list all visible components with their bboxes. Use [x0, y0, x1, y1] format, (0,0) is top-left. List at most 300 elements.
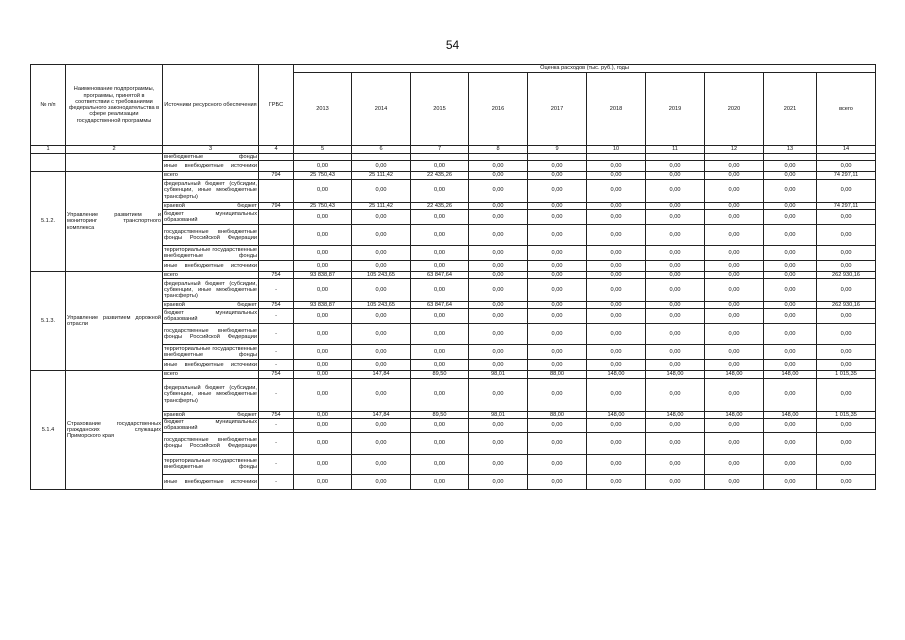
- amount-cell: 0,00: [294, 209, 352, 224]
- grbs-code: -: [259, 279, 294, 302]
- amount-cell: 0,00: [352, 245, 411, 260]
- grbs-code: 754: [259, 271, 294, 278]
- amount-cell: 148,00: [646, 411, 705, 418]
- grbs-code: -: [259, 345, 294, 360]
- funding-source: иные внебюджетные источники: [163, 260, 259, 271]
- amount-cell: 0,00: [646, 454, 705, 474]
- amount-cell: 0,00: [352, 209, 411, 224]
- amount-cell: 0,00: [469, 309, 528, 324]
- column-number: 14: [817, 146, 876, 154]
- amount-cell: 0,00: [646, 345, 705, 360]
- amount-cell: 0,00: [469, 302, 528, 309]
- amount-cell: 148,00: [587, 371, 646, 378]
- amount-cell: 0,00: [294, 309, 352, 324]
- amount-cell: 0,00: [587, 161, 646, 172]
- amount-cell: 0,00: [587, 209, 646, 224]
- grbs-code: [259, 224, 294, 245]
- amount-cell: [411, 154, 469, 161]
- amount-cell: 148,00: [764, 411, 817, 418]
- amount-cell: 1 015,35: [817, 411, 876, 418]
- amount-cell: 0,00: [764, 279, 817, 302]
- amount-cell: 0,00: [817, 245, 876, 260]
- amount-cell: 0,00: [528, 309, 587, 324]
- amount-cell: 0,00: [764, 360, 817, 371]
- page-number: 54: [445, 38, 460, 52]
- grbs-code: -: [259, 309, 294, 324]
- column-number: 12: [705, 146, 764, 154]
- amount-cell: 0,00: [587, 202, 646, 209]
- amount-cell: 0,00: [587, 179, 646, 202]
- amount-cell: 0,00: [294, 432, 352, 454]
- amount-cell: 0,00: [352, 418, 411, 432]
- amount-cell: 0,00: [411, 309, 469, 324]
- amount-cell: 0,00: [646, 172, 705, 179]
- amount-cell: 22 435,26: [411, 172, 469, 179]
- amount-cell: 0,00: [587, 324, 646, 345]
- amount-cell: 25 111,42: [352, 202, 411, 209]
- funding-source: государственные внебюджетные фонды Российской Федерации: [163, 432, 259, 454]
- header-name: Наименование подпрограммы, программы, принятой в соответствии с требованиями федерального законодательства в сфере реализации государственной программы: [66, 65, 163, 146]
- amount-cell: 0,00: [817, 378, 876, 411]
- amount-cell: 89,50: [411, 371, 469, 378]
- amount-cell: 0,00: [411, 209, 469, 224]
- header-year: 2017: [528, 73, 587, 146]
- amount-cell: 0,00: [764, 378, 817, 411]
- amount-cell: 0,00: [469, 279, 528, 302]
- amount-cell: 105 243,65: [352, 271, 411, 278]
- amount-cell: 0,00: [411, 279, 469, 302]
- amount-cell: [528, 154, 587, 161]
- column-number: 2: [66, 146, 163, 154]
- grbs-code: -: [259, 378, 294, 411]
- header-year: 2013: [294, 73, 352, 146]
- funding-source: всего: [163, 371, 259, 378]
- amount-cell: 0,00: [705, 260, 764, 271]
- funding-source: внебюджетные фонды: [164, 154, 257, 160]
- amount-cell: 0,00: [705, 309, 764, 324]
- amount-cell: 0,00: [817, 324, 876, 345]
- amount-cell: 0,00: [352, 179, 411, 202]
- amount-cell: 147,84: [352, 371, 411, 378]
- amount-cell: 0,00: [764, 454, 817, 474]
- amount-cell: 0,00: [705, 345, 764, 360]
- amount-cell: 0,00: [817, 345, 876, 360]
- funding-source: краевой бюджет: [164, 202, 257, 209]
- program-name: Страхование государственных гражданских служащих Приморского края: [66, 371, 163, 490]
- amount-cell: 0,00: [528, 279, 587, 302]
- amount-cell: 25 750,43: [294, 172, 352, 179]
- amount-cell: 0,00: [411, 345, 469, 360]
- amount-cell: 0,00: [587, 360, 646, 371]
- amount-cell: 0,00: [764, 271, 817, 278]
- amount-cell: 262 930,16: [817, 271, 876, 278]
- amount-cell: 88,00: [528, 371, 587, 378]
- amount-cell: 0,00: [411, 474, 469, 489]
- amount-cell: 0,00: [646, 271, 705, 278]
- amount-cell: 0,00: [352, 309, 411, 324]
- amount-cell: 0,00: [764, 302, 817, 309]
- amount-cell: 0,00: [817, 454, 876, 474]
- funding-source: территориальные государственные внебюджетные фонды: [164, 346, 257, 359]
- amount-cell: 0,00: [587, 432, 646, 454]
- header-grbs: ГРБС: [259, 65, 294, 146]
- amount-cell: 0,00: [411, 161, 469, 172]
- table-row: [31, 154, 876, 161]
- amount-cell: 0,00: [587, 345, 646, 360]
- amount-cell: 0,00: [764, 432, 817, 454]
- amount-cell: 0,00: [294, 279, 352, 302]
- amount-cell: 0,00: [294, 360, 352, 371]
- amount-cell: [294, 154, 352, 161]
- column-number: 3: [163, 146, 259, 154]
- amount-cell: 148,00: [764, 371, 817, 378]
- amount-cell: [817, 154, 876, 161]
- grbs-code: 794: [259, 172, 294, 179]
- amount-cell: 0,00: [469, 474, 528, 489]
- amount-cell: 0,00: [817, 474, 876, 489]
- amount-cell: 0,00: [646, 260, 705, 271]
- row-number: 5.1.2.: [31, 172, 66, 272]
- amount-cell: 0,00: [646, 179, 705, 202]
- amount-cell: 0,00: [587, 271, 646, 278]
- amount-cell: 0,00: [705, 454, 764, 474]
- amount-cell: 0,00: [469, 360, 528, 371]
- grbs-code: -: [259, 454, 294, 474]
- amount-cell: 0,00: [352, 324, 411, 345]
- amount-cell: 0,00: [646, 309, 705, 324]
- amount-cell: 0,00: [817, 209, 876, 224]
- grbs-code: -: [259, 418, 294, 432]
- amount-cell: 0,00: [587, 309, 646, 324]
- amount-cell: 0,00: [646, 209, 705, 224]
- column-number: 7: [411, 146, 469, 154]
- grbs-code: -: [259, 474, 294, 489]
- header-year: 2021: [764, 73, 817, 146]
- amount-cell: 0,00: [469, 161, 528, 172]
- amount-cell: 0,00: [411, 432, 469, 454]
- header-year: 2020: [705, 73, 764, 146]
- amount-cell: 0,00: [528, 209, 587, 224]
- amount-cell: 0,00: [294, 454, 352, 474]
- amount-cell: 0,00: [646, 474, 705, 489]
- amount-cell: 0,00: [764, 245, 817, 260]
- funding-source: бюджет муниципальных образований: [164, 419, 257, 432]
- funding-source: государственные внебюджетные фонды Российской Федерации: [163, 324, 259, 345]
- header-year: 2014: [352, 73, 411, 146]
- amount-cell: 0,00: [411, 179, 469, 202]
- grbs-code: 754: [259, 371, 294, 378]
- header-year: 2016: [469, 73, 528, 146]
- amount-cell: 0,00: [528, 224, 587, 245]
- column-number: 1: [31, 146, 66, 154]
- amount-cell: 0,00: [646, 378, 705, 411]
- column-number: 9: [528, 146, 587, 154]
- amount-cell: 0,00: [469, 260, 528, 271]
- amount-cell: 0,00: [294, 474, 352, 489]
- amount-cell: 0,00: [817, 224, 876, 245]
- amount-cell: 0,00: [469, 345, 528, 360]
- amount-cell: 0,00: [646, 360, 705, 371]
- row-number: [31, 154, 66, 172]
- amount-cell: 148,00: [587, 411, 646, 418]
- amount-cell: [764, 154, 817, 161]
- amount-cell: 0,00: [528, 302, 587, 309]
- amount-cell: 148,00: [705, 371, 764, 378]
- amount-cell: 0,00: [411, 454, 469, 474]
- column-number: 8: [469, 146, 528, 154]
- amount-cell: 148,00: [646, 371, 705, 378]
- amount-cell: 22 435,26: [411, 202, 469, 209]
- amount-cell: 105 243,65: [352, 302, 411, 309]
- header-year: 2019: [646, 73, 705, 146]
- funding-source: государственные внебюджетные фонды Российской Федерации: [163, 224, 259, 245]
- row-number: 5.1.3.: [31, 271, 66, 371]
- amount-cell: 0,00: [646, 302, 705, 309]
- header-no: № п/п: [31, 65, 66, 146]
- amount-cell: 0,00: [294, 179, 352, 202]
- amount-cell: 0,00: [294, 345, 352, 360]
- amount-cell: 0,00: [764, 172, 817, 179]
- amount-cell: 0,00: [705, 161, 764, 172]
- amount-cell: 0,00: [294, 245, 352, 260]
- amount-cell: 0,00: [294, 224, 352, 245]
- funding-source: территориальные государственные внебюджетные фонды: [164, 246, 257, 259]
- amount-cell: 0,00: [705, 271, 764, 278]
- amount-cell: 0,00: [352, 279, 411, 302]
- amount-cell: 0,00: [646, 245, 705, 260]
- amount-cell: 0,00: [705, 279, 764, 302]
- amount-cell: 147,84: [352, 411, 411, 418]
- table-row: [31, 371, 876, 378]
- funding-source: федеральный бюджет (субсидии, субвенции, иные межбюджетные трансферты): [163, 378, 259, 411]
- amount-cell: 0,00: [817, 309, 876, 324]
- amount-cell: 0,00: [528, 260, 587, 271]
- amount-cell: 0,00: [528, 324, 587, 345]
- program-name: Управление развитием и мониторинг транспортного комплекса: [66, 172, 163, 272]
- amount-cell: 0,00: [352, 345, 411, 360]
- header-source: Источники ресурсного обеспечения: [163, 65, 259, 146]
- amount-cell: 0,00: [411, 360, 469, 371]
- amount-cell: 0,00: [528, 161, 587, 172]
- amount-cell: 148,00: [705, 411, 764, 418]
- amount-cell: 0,00: [817, 418, 876, 432]
- amount-cell: 0,00: [587, 260, 646, 271]
- program-name: [66, 154, 163, 172]
- amount-cell: 0,00: [764, 209, 817, 224]
- amount-cell: 0,00: [294, 324, 352, 345]
- amount-cell: 0,00: [469, 271, 528, 278]
- amount-cell: 0,00: [411, 324, 469, 345]
- funding-source: иные внебюджетные источники: [163, 360, 259, 371]
- column-number: 5: [294, 146, 352, 154]
- amount-cell: 0,00: [587, 418, 646, 432]
- amount-cell: 63 847,64: [411, 271, 469, 278]
- resource-table: [30, 64, 876, 490]
- amount-cell: [352, 154, 411, 161]
- amount-cell: 0,00: [528, 454, 587, 474]
- amount-cell: 0,00: [646, 432, 705, 454]
- amount-cell: [587, 154, 646, 161]
- amount-cell: 0,00: [528, 271, 587, 278]
- amount-cell: 0,00: [817, 279, 876, 302]
- amount-cell: 0,00: [411, 224, 469, 245]
- amount-cell: 0,00: [764, 260, 817, 271]
- funding-source: федеральный бюджет (субсидии, субвенции, иные межбюджетные трансферты): [163, 279, 259, 302]
- amount-cell: 0,00: [587, 454, 646, 474]
- amount-cell: 0,00: [294, 411, 352, 418]
- funding-source: иные внебюджетные источники: [163, 161, 259, 172]
- column-number: 4: [259, 146, 294, 154]
- amount-cell: 0,00: [646, 202, 705, 209]
- amount-cell: 0,00: [294, 161, 352, 172]
- amount-cell: 0,00: [469, 245, 528, 260]
- amount-cell: 0,00: [528, 474, 587, 489]
- amount-cell: 0,00: [705, 474, 764, 489]
- amount-cell: 0,00: [705, 172, 764, 179]
- header-cost-group: Оценка расходов (тыс. руб.), годы: [294, 65, 876, 73]
- amount-cell: 98,01: [469, 371, 528, 378]
- amount-cell: 25 750,43: [294, 202, 352, 209]
- amount-cell: 74 297,11: [817, 172, 876, 179]
- amount-cell: 0,00: [528, 432, 587, 454]
- funding-source: федеральный бюджет (субсидии, субвенции, иные межбюджетные трансферты): [163, 179, 259, 202]
- amount-cell: 0,00: [411, 378, 469, 411]
- program-name: Управление развитием дорожной отрасли: [66, 271, 163, 371]
- amount-cell: 0,00: [352, 454, 411, 474]
- grbs-code: 754: [259, 411, 294, 418]
- table-row: [31, 172, 876, 179]
- amount-cell: 0,00: [705, 360, 764, 371]
- funding-source: иные внебюджетные источники: [163, 474, 259, 489]
- column-number: 10: [587, 146, 646, 154]
- amount-cell: 0,00: [764, 161, 817, 172]
- column-number: 11: [646, 146, 705, 154]
- amount-cell: 0,00: [469, 454, 528, 474]
- funding-source: территориальные государственные внебюджетные фонды: [163, 454, 259, 474]
- amount-cell: 0,00: [705, 245, 764, 260]
- grbs-code: [259, 154, 294, 161]
- grbs-code: 794: [259, 202, 294, 209]
- amount-cell: 0,00: [705, 418, 764, 432]
- amount-cell: 25 111,42: [352, 172, 411, 179]
- amount-cell: 0,00: [705, 302, 764, 309]
- amount-cell: 0,00: [646, 279, 705, 302]
- amount-cell: 262 930,16: [817, 302, 876, 309]
- amount-cell: [469, 154, 528, 161]
- amount-cell: 0,00: [817, 432, 876, 454]
- amount-cell: [646, 154, 705, 161]
- column-number: 13: [764, 146, 817, 154]
- amount-cell: 0,00: [817, 360, 876, 371]
- amount-cell: 0,00: [764, 309, 817, 324]
- amount-cell: 0,00: [528, 378, 587, 411]
- amount-cell: 0,00: [646, 224, 705, 245]
- amount-cell: 0,00: [817, 260, 876, 271]
- amount-cell: 0,00: [646, 324, 705, 345]
- grbs-code: [259, 209, 294, 224]
- amount-cell: 0,00: [705, 224, 764, 245]
- grbs-code: [259, 245, 294, 260]
- amount-cell: 0,00: [705, 202, 764, 209]
- funding-source: бюджет муниципальных образований: [164, 310, 257, 323]
- amount-cell: 0,00: [528, 345, 587, 360]
- amount-cell: 0,00: [352, 161, 411, 172]
- amount-cell: 0,00: [587, 474, 646, 489]
- amount-cell: 0,00: [764, 202, 817, 209]
- amount-cell: 0,00: [528, 418, 587, 432]
- amount-cell: 0,00: [469, 224, 528, 245]
- funding-source: всего: [163, 271, 259, 278]
- amount-cell: 98,01: [469, 411, 528, 418]
- amount-cell: 0,00: [469, 324, 528, 345]
- amount-cell: 0,00: [587, 302, 646, 309]
- amount-cell: 0,00: [352, 224, 411, 245]
- amount-cell: 0,00: [294, 260, 352, 271]
- grbs-code: [259, 260, 294, 271]
- amount-cell: 0,00: [411, 260, 469, 271]
- amount-cell: 0,00: [646, 161, 705, 172]
- amount-cell: 0,00: [817, 179, 876, 202]
- amount-cell: 0,00: [587, 378, 646, 411]
- amount-cell: 0,00: [469, 378, 528, 411]
- amount-cell: 0,00: [587, 279, 646, 302]
- amount-cell: 89,50: [411, 411, 469, 418]
- amount-cell: 0,00: [764, 345, 817, 360]
- amount-cell: 0,00: [705, 209, 764, 224]
- grbs-code: [259, 179, 294, 202]
- header-year: 2015: [411, 73, 469, 146]
- amount-cell: 88,00: [528, 411, 587, 418]
- amount-cell: 0,00: [764, 224, 817, 245]
- amount-cell: 0,00: [294, 378, 352, 411]
- amount-cell: 0,00: [352, 474, 411, 489]
- funding-source: всего: [163, 172, 259, 179]
- amount-cell: 0,00: [528, 360, 587, 371]
- amount-cell: 0,00: [705, 432, 764, 454]
- amount-cell: 0,00: [528, 245, 587, 260]
- row-number: 5.1.4: [31, 371, 66, 490]
- amount-cell: 0,00: [411, 245, 469, 260]
- amount-cell: 0,00: [352, 378, 411, 411]
- amount-cell: 0,00: [587, 172, 646, 179]
- grbs-code: [259, 161, 294, 172]
- amount-cell: 0,00: [469, 209, 528, 224]
- amount-cell: 0,00: [469, 202, 528, 209]
- amount-cell: 0,00: [764, 418, 817, 432]
- grbs-code: -: [259, 360, 294, 371]
- grbs-code: -: [259, 432, 294, 454]
- amount-cell: 0,00: [705, 378, 764, 411]
- amount-cell: 0,00: [294, 418, 352, 432]
- amount-cell: 0,00: [469, 179, 528, 202]
- amount-cell: 0,00: [646, 418, 705, 432]
- amount-cell: 74 297,11: [817, 202, 876, 209]
- amount-cell: 0,00: [528, 179, 587, 202]
- amount-cell: 63 847,64: [411, 302, 469, 309]
- amount-cell: 0,00: [528, 172, 587, 179]
- amount-cell: 0,00: [587, 245, 646, 260]
- amount-cell: 0,00: [528, 202, 587, 209]
- amount-cell: 0,00: [352, 360, 411, 371]
- amount-cell: 0,00: [411, 418, 469, 432]
- header-year: 2018: [587, 73, 646, 146]
- amount-cell: 93 838,87: [294, 302, 352, 309]
- funding-source: краевой бюджет: [164, 411, 257, 418]
- amount-cell: 0,00: [705, 324, 764, 345]
- header-year: всего: [817, 73, 876, 146]
- amount-cell: 0,00: [817, 161, 876, 172]
- amount-cell: 0,00: [352, 260, 411, 271]
